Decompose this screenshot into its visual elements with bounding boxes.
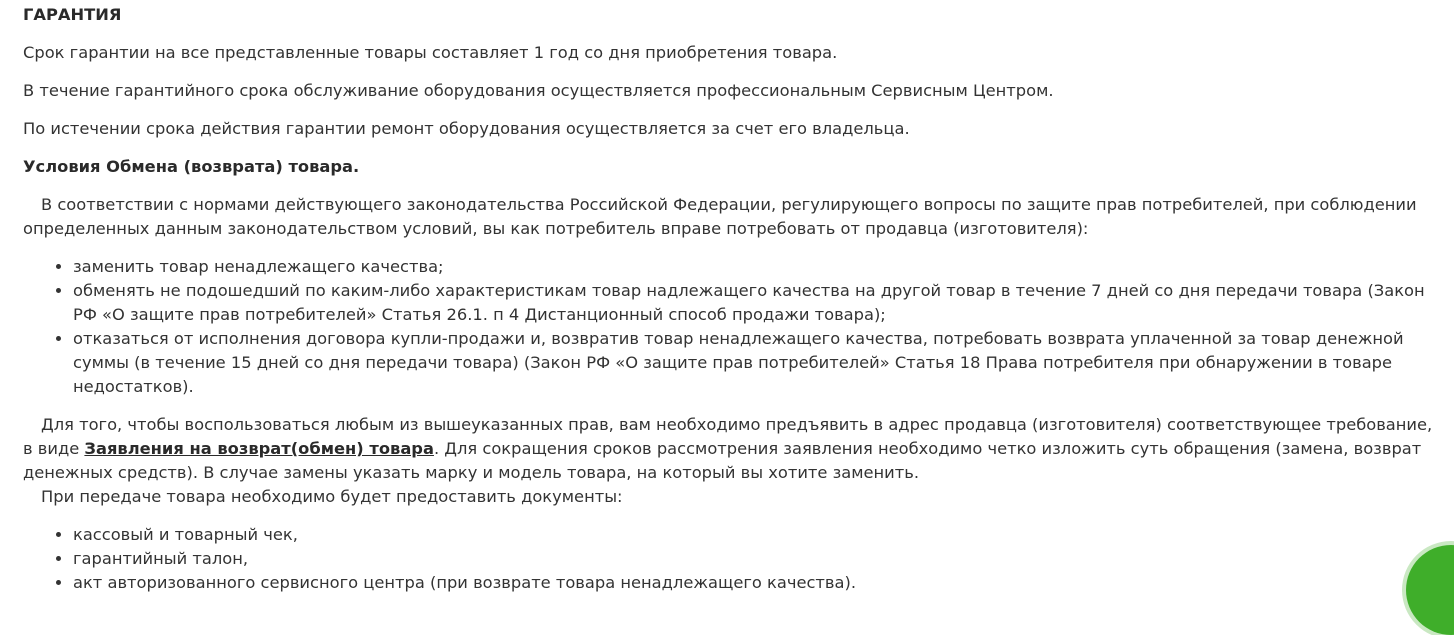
return-application-link[interactable]: Заявления на возврат(обмен) товара xyxy=(84,439,434,458)
list-item: • гарантийный талон, xyxy=(73,547,1443,571)
warranty-service-text: В течение гарантийного срока обслуживание оборудования осуществляется профессиональным Сервисным Центром. xyxy=(23,81,1054,100)
warranty-expiry-text: По истечении срока действия гарантии ремонт оборудования осуществляется за счет его владельца. xyxy=(23,119,910,138)
exchange-title: Условия Обмена (возврата) товара. xyxy=(23,157,360,176)
consumer-rights-list xyxy=(23,255,1443,399)
page-content xyxy=(23,3,1443,609)
list-item: • отказаться от исполнения договора купли-продажи и, возвратив товар ненадлежащего качества, потребовать возврата уплаченной за товар денежной суммы (в течение 15 дней со дня передачи товара) (Закон РФ «О защите прав потребителей» Статья 18 Права потребителя при обнаружении в товаре недостатков). xyxy=(73,327,1443,399)
exchange-intro: В соответствии с нормами действующего законодательства Российской Федерации, регулирующего вопросы по защите прав потребителей, при соблюдении определенных данным законодательством условий, вы как потребитель вправе потребовать от продавца (изготовителя): xyxy=(23,195,1417,238)
warranty-term-text: Срок гарантии на все представленные товары составляет 1 год со дня приобретения товара. xyxy=(23,43,838,62)
claim-paragraph xyxy=(23,413,1443,485)
claim-text-after: . Для сокращения сроков рассмотрения заявления необходимо четко изложить суть обращения (замена, возврат денежных средств). В случае замены указать марку и модель товара, на который вы хотите заменить. xyxy=(23,439,1422,482)
warranty-title: ГАРАНТИЯ xyxy=(23,5,122,24)
list-item: • акт авторизованного сервисного центра (при возврате товара ненадлежащего качества). xyxy=(73,571,1443,595)
list-item: • кассовый и товарный чек, xyxy=(73,523,1443,547)
claim-text-before: Для того, чтобы воспользоваться любым из вышеуказанных прав, вам необходимо предъявить в адрес продавца (изготовителя) соответствующее требование, в виде xyxy=(23,415,1433,458)
list-item: • обменять не подошедший по каким-либо характеристикам товар надлежащего качества на другой товар в течение 7 дней со дня передачи товара (Закон РФ «О защите прав потребителей» Статья 26.1. п 4 Дистанционный способ продажи товара); xyxy=(73,279,1443,327)
list-item: • заменить товар ненадлежащего качества; xyxy=(73,255,1443,279)
docs-intro: При передаче товара необходимо будет предоставить документы: xyxy=(41,487,623,506)
documents-list xyxy=(23,523,1443,595)
